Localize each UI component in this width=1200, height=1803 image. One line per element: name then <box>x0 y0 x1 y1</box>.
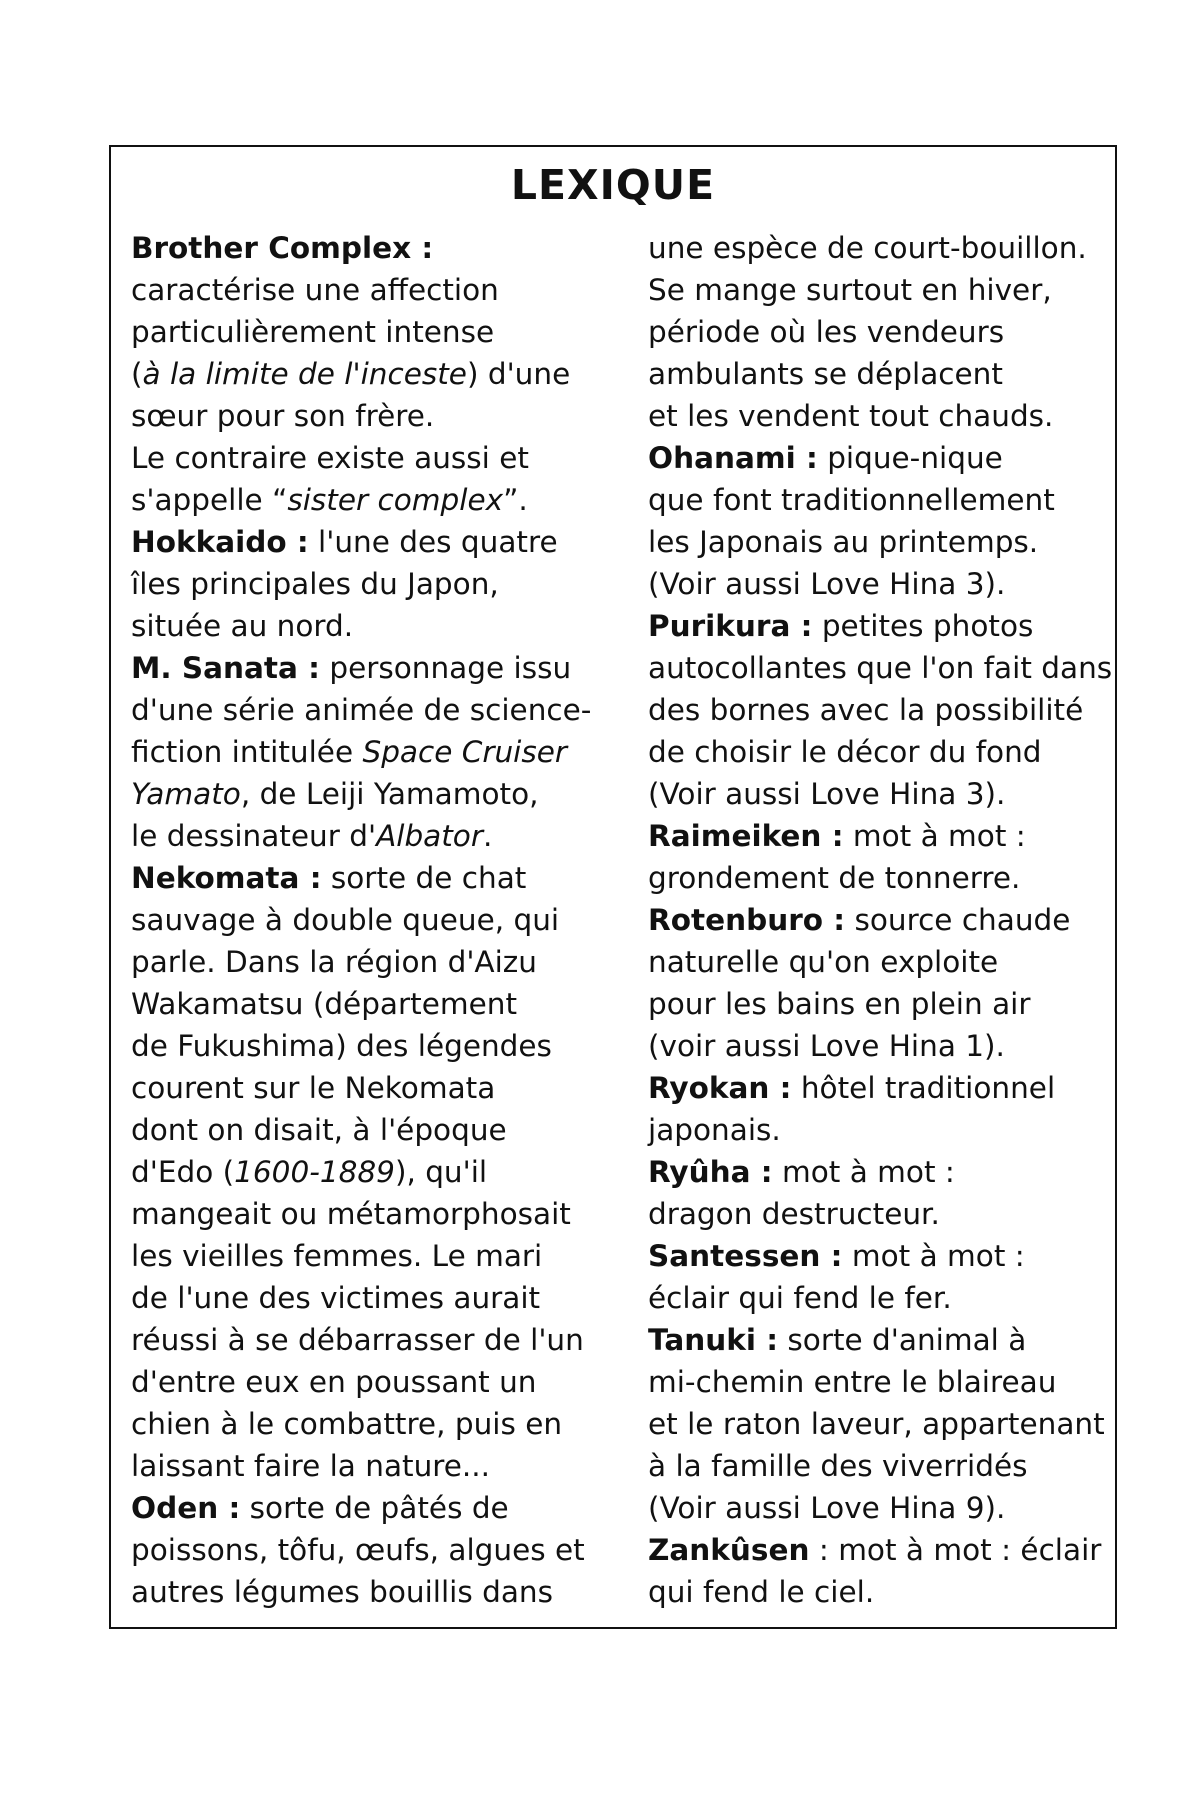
definition-text: hôtel traditionnel <box>791 1071 1056 1105</box>
text-line: sauvage à double queue, qui <box>131 903 560 937</box>
entry-m-sanata <box>131 647 601 689</box>
term-ryuha: Ryûha : <box>648 1155 773 1189</box>
text-line: dont on disait, à l'époque <box>131 1113 507 1147</box>
text-segment: , de Leiji Yamamoto, <box>240 777 539 811</box>
text-line: îles principales du Japon, <box>131 567 499 601</box>
italic-text: 1600-1889 <box>234 1155 395 1189</box>
definition-text: pique-nique <box>817 441 1003 475</box>
text-line: chien à le combattre, puis en <box>131 1407 563 1441</box>
text-line: éclair qui fend le fer. <box>648 1281 952 1315</box>
text-line: Le contraire existe aussi et <box>131 441 529 475</box>
definition-text: mot à mot : <box>772 1155 955 1189</box>
text-line: laissant faire la nature... <box>131 1449 491 1483</box>
term-ryokan: Ryokan : <box>648 1071 792 1105</box>
text-line: autocollantes que l'on fait dans <box>648 651 1113 685</box>
text-line: pour les bains en plein air <box>648 987 1031 1021</box>
definition-text: personnage issu <box>319 651 572 685</box>
term-hokkaido: Hokkaido : <box>131 525 309 559</box>
lexique-box <box>109 145 1117 1629</box>
text-line: particulièrement intense <box>131 315 495 349</box>
term-purikura: Purikura : <box>648 609 813 643</box>
definition-text: mot à mot : <box>843 819 1026 853</box>
italic-text: Yamato <box>131 777 241 811</box>
text-line: (Voir aussi Love Hina 3). <box>648 777 1006 811</box>
text-line: qui fend le ciel. <box>648 1575 875 1609</box>
text-segment: . <box>483 819 493 853</box>
text-line: les Japonais au printemps. <box>648 525 1039 559</box>
entry-tanuki <box>648 1319 1116 1361</box>
text-line: sœur pour son frère. <box>131 399 435 433</box>
text-line <box>131 479 601 521</box>
text-line: de l'une des victimes aurait <box>131 1281 541 1315</box>
text-line: que font traditionnellement <box>648 483 1055 517</box>
text-line <box>131 731 601 773</box>
entry-oden <box>131 1487 601 1529</box>
term-tanuki: Tanuki : <box>648 1323 779 1357</box>
text-line: (voir aussi Love Hina 1). <box>648 1029 1005 1063</box>
entry-rotenburo <box>648 899 1116 941</box>
term-zankusen: Zankûsen <box>648 1533 810 1567</box>
text-line: dragon destructeur. <box>648 1197 940 1231</box>
text-line: une espèce de court-bouillon. <box>648 231 1087 265</box>
entry-ohanami <box>648 437 1116 479</box>
definition-text: mot à mot : <box>842 1239 1025 1273</box>
text-line: parle. Dans la région d'Aizu <box>131 945 537 979</box>
text-segment: s'appelle “ <box>131 483 288 517</box>
definition-text: sorte de pâtés de <box>240 1491 509 1525</box>
text-line: courent sur le Nekomata <box>131 1071 496 1105</box>
definition-text: l'une des quatre <box>308 525 558 559</box>
definition-text: source chaude <box>845 903 1071 937</box>
definition-text: sorte d'animal à <box>778 1323 1027 1357</box>
text-line: et le raton laveur, appartenant <box>648 1407 1105 1441</box>
term-m-sanata: M. Sanata : <box>131 651 320 685</box>
definition-text: petites photos <box>812 609 1034 643</box>
entry-santessen <box>648 1235 1116 1277</box>
term-ohanami: Ohanami : <box>648 441 818 475</box>
text-segment: ) d'une <box>466 357 571 391</box>
text-line: d'entre eux en poussant un <box>131 1365 537 1399</box>
text-line: période où les vendeurs <box>648 315 1005 349</box>
text-line <box>131 353 601 395</box>
term-oden: Oden : <box>131 1491 241 1525</box>
text-line: (Voir aussi Love Hina 9). <box>648 1491 1006 1525</box>
text-line: des bornes avec la possibilité <box>648 693 1084 727</box>
text-line: les vieilles femmes. Le mari <box>131 1239 543 1273</box>
term-rotenburo: Rotenburo : <box>648 903 846 937</box>
text-line: située au nord. <box>131 609 354 643</box>
text-line: japonais. <box>648 1113 781 1147</box>
text-segment: le dessinateur d' <box>131 819 377 853</box>
text-line: naturelle qu'on exploite <box>648 945 999 979</box>
entry-hokkaido <box>131 521 601 563</box>
text-line <box>131 1151 601 1193</box>
term-brother-complex: Brother Complex : <box>131 231 434 265</box>
text-line: réussi à se débarrasser de l'un <box>131 1323 584 1357</box>
entry-purikura <box>648 605 1116 647</box>
text-segment: ), qu'il <box>394 1155 488 1189</box>
term-raimeiken: Raimeiken : <box>648 819 844 853</box>
italic-text: à la limite de l'inceste <box>142 357 467 391</box>
entry-ryokan <box>648 1067 1116 1109</box>
italic-text: Albator <box>376 819 483 853</box>
definition-text: : mot à mot : éclair <box>809 1533 1102 1567</box>
text-line: poissons, tôfu, œufs, algues et <box>131 1533 585 1567</box>
text-segment: d'Edo ( <box>131 1155 235 1189</box>
text-line: de choisir le décor du fond <box>648 735 1042 769</box>
text-line: grondement de tonnerre. <box>648 861 1021 895</box>
text-line: de Fukushima) des légendes <box>131 1029 552 1063</box>
entry-raimeiken <box>648 815 1116 857</box>
right-column <box>648 227 1116 1613</box>
text-line: et les vendent tout chauds. <box>648 399 1054 433</box>
text-segment: ”. <box>503 483 528 517</box>
left-column <box>131 227 601 1613</box>
text-line: Se mange surtout en hiver, <box>648 273 1052 307</box>
term-santessen: Santessen : <box>648 1239 843 1273</box>
text-line: ambulants se déplacent <box>648 357 1003 391</box>
italic-text: sister complex <box>287 483 504 517</box>
page-title: LEXIQUE <box>510 161 716 209</box>
text-line: mangeait ou métamorphosait <box>131 1197 571 1231</box>
entry-zankusen <box>648 1529 1116 1571</box>
text-segment: fiction intitulée <box>131 735 363 769</box>
text-line <box>131 773 601 815</box>
text-line: Wakamatsu (département <box>131 987 518 1021</box>
text-line: mi-chemin entre le blaireau <box>648 1365 1057 1399</box>
text-line: d'une série animée de science- <box>131 693 592 727</box>
term-nekomata: Nekomata : <box>131 861 322 895</box>
text-line: caractérise une affection <box>131 273 499 307</box>
text-line: autres légumes bouillis dans <box>131 1575 553 1609</box>
text-line: à la famille des viverridés <box>648 1449 1028 1483</box>
text-segment: ( <box>131 357 143 391</box>
italic-text: Space Cruiser <box>362 735 568 769</box>
definition-text: sorte de chat <box>321 861 527 895</box>
entry-ryuha <box>648 1151 1116 1193</box>
text-line: (Voir aussi Love Hina 3). <box>648 567 1006 601</box>
text-line <box>131 815 601 857</box>
entry-nekomata <box>131 857 601 899</box>
